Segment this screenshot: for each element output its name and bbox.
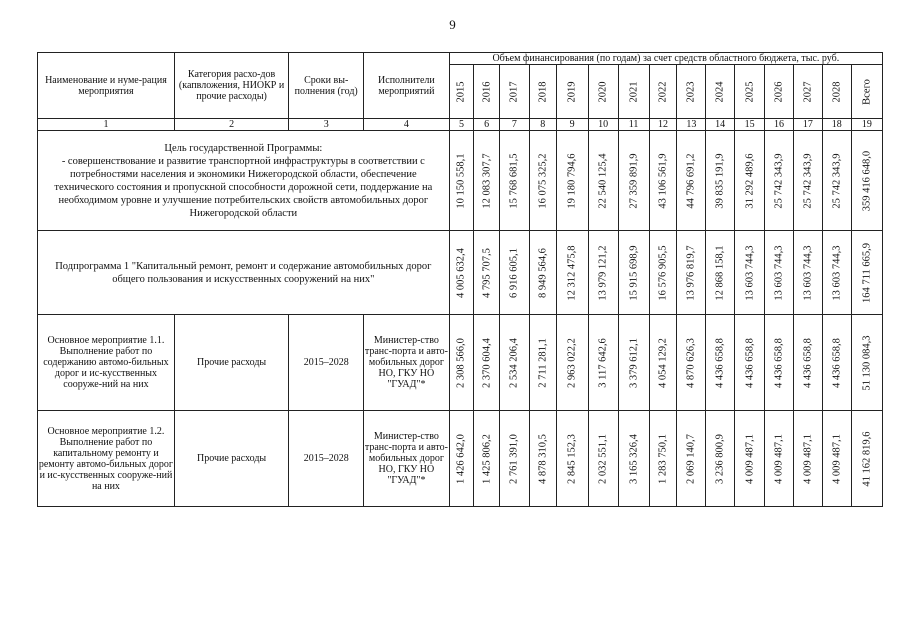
column-index: 19 [851, 119, 882, 131]
funding-value: 3 165 326,4 [628, 433, 640, 484]
column-index: 5 [449, 119, 474, 131]
year-label: 2017 [508, 81, 520, 102]
funding-value-cell [556, 315, 588, 411]
page-number: 9 [449, 17, 456, 32]
column-index: 1 [38, 119, 175, 131]
funding-value-cell [556, 411, 588, 507]
funding-value: 15 915 698,9 [628, 244, 640, 301]
funding-value: 4 436 658,8 [773, 337, 785, 388]
year-label: 2021 [628, 81, 640, 102]
funding-value: 2 370 604,4 [481, 337, 493, 388]
funding-value: 41 162 819,6 [861, 430, 873, 487]
year-header-cell [851, 65, 882, 119]
funding-value: 3 117 642,6 [597, 337, 609, 388]
funding-value: 12 083 307,7 [481, 152, 493, 209]
funding-value-cell [529, 231, 556, 315]
funding-value-cell [588, 315, 618, 411]
funding-value: 4 009 487,1 [773, 433, 785, 484]
funding-value: 2 308 566,0 [455, 337, 467, 388]
program-goal-text: Цель государственной Программы: - совершенствование и развитие транспортной инфраструктуры в соответствии с потребностями населения и экономики Нижегородской области, обеспечение технического состояния и пропускной способности дорожной сети, поддержание на необходимом уровне и улучшение потребительских свойств автомобильных дорог Нижегородской области [38, 131, 450, 231]
column-index: 17 [793, 119, 822, 131]
column-index: 16 [765, 119, 794, 131]
event-period: 2015–2028 [289, 411, 364, 507]
column-index: 7 [499, 119, 529, 131]
funding-value-cell [649, 315, 677, 411]
year-header-cell [474, 65, 500, 119]
table-row [38, 411, 883, 507]
funding-value: 51 130 084,3 [861, 334, 873, 391]
funding-value-cell [765, 315, 794, 411]
year-label: 2022 [657, 81, 669, 102]
funding-value-cell [474, 411, 500, 507]
funding-value-cell [822, 411, 851, 507]
column-index: 2 [174, 119, 288, 131]
funding-value-cell [649, 131, 677, 231]
funding-value-cell [449, 131, 474, 231]
index-row [38, 119, 883, 131]
year-header-cell [618, 65, 649, 119]
funding-value-cell [449, 231, 474, 315]
funding-value: 2 761 391,0 [508, 433, 520, 484]
header-executor: Исполнители мероприятий [364, 53, 450, 119]
year-header-cell [556, 65, 588, 119]
funding-value: 4 054 129,2 [657, 337, 669, 388]
year-label: 2023 [685, 81, 697, 102]
funding-value: 13 603 744,3 [744, 244, 756, 301]
funding-value-cell [474, 131, 500, 231]
funding-value-cell [529, 315, 556, 411]
funding-value: 1 426 642,0 [455, 433, 467, 484]
header-row-1 [38, 53, 883, 65]
funding-value-cell [851, 315, 882, 411]
funding-value-cell [677, 231, 706, 315]
funding-value-cell [677, 411, 706, 507]
funding-value-cell [765, 231, 794, 315]
funding-value-cell [588, 411, 618, 507]
funding-value-cell [499, 411, 529, 507]
event-category: Прочие расходы [174, 315, 288, 411]
year-label: Всего [861, 78, 873, 105]
funding-value-cell [449, 411, 474, 507]
funding-value: 25 742 343,9 [802, 152, 814, 209]
funding-value-cell [474, 231, 500, 315]
header-name: Наименование и нуме-рация мероприятия [38, 53, 175, 119]
year-label: 2019 [566, 81, 578, 102]
funding-value-cell [822, 315, 851, 411]
funding-value-cell [649, 411, 677, 507]
funding-value: 8 949 564,6 [537, 247, 549, 298]
funding-value: 22 540 125,4 [597, 152, 609, 209]
funding-value: 15 768 681,5 [508, 152, 520, 209]
column-index: 14 [706, 119, 735, 131]
column-index: 9 [556, 119, 588, 131]
funding-value-cell [556, 231, 588, 315]
event-name: Основное мероприятие 1.1. Выполнение работ по содержанию автомо-бильных дорог и ис-кусственных сооруже-ний на них [38, 315, 175, 411]
funding-value-cell [765, 131, 794, 231]
header-period: Сроки вы-полнения (год) [289, 53, 364, 119]
funding-value: 10 150 558,1 [455, 152, 467, 209]
funding-value-cell [822, 231, 851, 315]
year-header-cell [765, 65, 794, 119]
funding-value-cell [677, 131, 706, 231]
funding-value-cell [793, 315, 822, 411]
year-label: 2016 [481, 81, 493, 102]
funding-value: 2 534 206,4 [508, 337, 520, 388]
funding-value: 3 379 612,1 [628, 337, 640, 388]
funding-value: 4 870 626,3 [685, 337, 697, 388]
funding-value: 4 436 658,8 [802, 337, 814, 388]
funding-value-cell [618, 411, 649, 507]
funding-value: 164 711 665,9 [861, 242, 873, 303]
column-index: 3 [289, 119, 364, 131]
funding-value-cell [793, 231, 822, 315]
funding-value-cell [765, 411, 794, 507]
column-index: 11 [618, 119, 649, 131]
year-label: 2024 [714, 81, 726, 102]
funding-value-cell [851, 131, 882, 231]
funding-value-cell [822, 131, 851, 231]
funding-value-cell [499, 231, 529, 315]
funding-value: 2 845 152,3 [566, 433, 578, 484]
funding-value: 13 979 121,2 [597, 244, 609, 301]
funding-value: 1 425 806,2 [481, 433, 493, 484]
funding-value-cell [677, 315, 706, 411]
table-row [38, 231, 883, 315]
funding-value-cell [793, 411, 822, 507]
funding-value-cell [556, 131, 588, 231]
funding-value-cell [618, 231, 649, 315]
column-index: 18 [822, 119, 851, 131]
funding-value-cell [588, 131, 618, 231]
funding-value-cell [529, 131, 556, 231]
funding-value: 43 106 561,9 [657, 152, 669, 209]
funding-value: 13 603 744,3 [831, 244, 843, 301]
funding-value-cell [618, 131, 649, 231]
funding-value: 12 868 158,1 [714, 244, 726, 301]
year-header-cell [588, 65, 618, 119]
funding-value: 4 005 632,4 [455, 247, 467, 298]
event-name: Основное мероприятие 1.2. Выполнение работ по капитальному ремонту и ремонту автомо-бильных дорог и ис-кусственных сооруже-ний на них [38, 411, 175, 507]
funding-value-cell [706, 315, 735, 411]
year-label: 2025 [744, 81, 756, 102]
funding-value-cell [529, 411, 556, 507]
funding-value-cell [499, 315, 529, 411]
funding-value-cell [706, 131, 735, 231]
year-header-cell [499, 65, 529, 119]
funding-value: 6 916 605,1 [508, 247, 520, 298]
funding-value: 16 576 905,5 [657, 244, 669, 301]
funding-value-cell [735, 231, 765, 315]
funding-value: 27 359 891,9 [628, 152, 640, 209]
funding-value-cell [735, 315, 765, 411]
funding-value: 359 416 648,0 [861, 150, 873, 211]
funding-value: 25 742 343,9 [773, 152, 785, 209]
funding-value: 2 032 551,1 [597, 433, 609, 484]
funding-value: 19 180 794,6 [566, 152, 578, 209]
funding-value: 16 075 325,2 [537, 152, 549, 209]
header-funding: Объем финансирования (по годам) за счет средств областного бюджета, тыс. руб. [449, 53, 882, 65]
funding-value: 4 009 487,1 [744, 433, 756, 484]
funding-value: 1 283 750,1 [657, 433, 669, 484]
funding-value: 4 436 658,8 [714, 337, 726, 388]
column-index: 13 [677, 119, 706, 131]
funding-value: 44 796 691,2 [685, 152, 697, 209]
event-category: Прочие расходы [174, 411, 288, 507]
funding-value-cell [649, 231, 677, 315]
column-index: 4 [364, 119, 450, 131]
funding-value-cell [474, 315, 500, 411]
funding-value-cell [851, 411, 882, 507]
funding-value: 2 711 281,1 [537, 337, 549, 388]
year-label: 2018 [537, 81, 549, 102]
funding-value: 4 795 707,5 [481, 247, 493, 298]
funding-value-cell [706, 231, 735, 315]
year-header-cell [677, 65, 706, 119]
funding-value: 4 436 658,8 [831, 337, 843, 388]
funding-value: 2 963 022,2 [566, 337, 578, 388]
year-header-cell [449, 65, 474, 119]
year-header-cell [822, 65, 851, 119]
year-label: 2015 [455, 81, 467, 102]
funding-value-cell [499, 131, 529, 231]
column-index: 12 [649, 119, 677, 131]
year-label: 2027 [802, 81, 814, 102]
year-label: 2020 [597, 81, 609, 102]
event-period: 2015–2028 [289, 315, 364, 411]
column-index: 10 [588, 119, 618, 131]
funding-value: 2 069 140,7 [685, 433, 697, 484]
funding-value: 13 976 819,7 [685, 244, 697, 301]
funding-value: 12 312 475,8 [566, 244, 578, 301]
funding-value: 4 878 310,5 [537, 433, 549, 484]
funding-value-cell [449, 315, 474, 411]
funding-value-cell [851, 231, 882, 315]
year-header-cell [529, 65, 556, 119]
column-index: 15 [735, 119, 765, 131]
year-header-cell [706, 65, 735, 119]
funding-value: 3 236 800,9 [714, 433, 726, 484]
funding-value: 13 603 744,3 [773, 244, 785, 301]
year-header-cell [793, 65, 822, 119]
funding-value: 25 742 343,9 [831, 152, 843, 209]
funding-value-cell [793, 131, 822, 231]
table-row [38, 315, 883, 411]
funding-value-cell [588, 231, 618, 315]
column-index: 6 [474, 119, 500, 131]
column-index: 8 [529, 119, 556, 131]
year-label: 2026 [773, 81, 785, 102]
funding-value-cell [735, 131, 765, 231]
funding-value: 39 835 191,9 [714, 152, 726, 209]
header-category: Категория расхо-дов (капвложения, НИОКР и прочие расходы) [174, 53, 288, 119]
funding-value: 13 603 744,3 [802, 244, 814, 301]
funding-value: 4 436 658,8 [744, 337, 756, 388]
funding-value-cell [735, 411, 765, 507]
funding-value: 4 009 487,1 [831, 433, 843, 484]
year-header-cell [649, 65, 677, 119]
funding-value: 31 292 489,6 [744, 152, 756, 209]
funding-value: 4 009 487,1 [802, 433, 814, 484]
event-executor: Министер-ство транс-порта и авто-мобильных дорог НО, ГКУ НО "ГУАД"* [364, 315, 450, 411]
subprogram-title: Подпрограмма 1 "Капитальный ремонт, ремонт и содержание автомобильных дорог общего пользования и искусственных сооружений на них" [38, 231, 450, 315]
year-label: 2028 [831, 81, 843, 102]
funding-table [37, 52, 883, 507]
year-header-cell [735, 65, 765, 119]
funding-value-cell [706, 411, 735, 507]
funding-value-cell [618, 315, 649, 411]
table-row [38, 131, 883, 231]
event-executor: Министер-ство транс-порта и авто-мобильных дорог НО, ГКУ НО "ГУАД"* [364, 411, 450, 507]
